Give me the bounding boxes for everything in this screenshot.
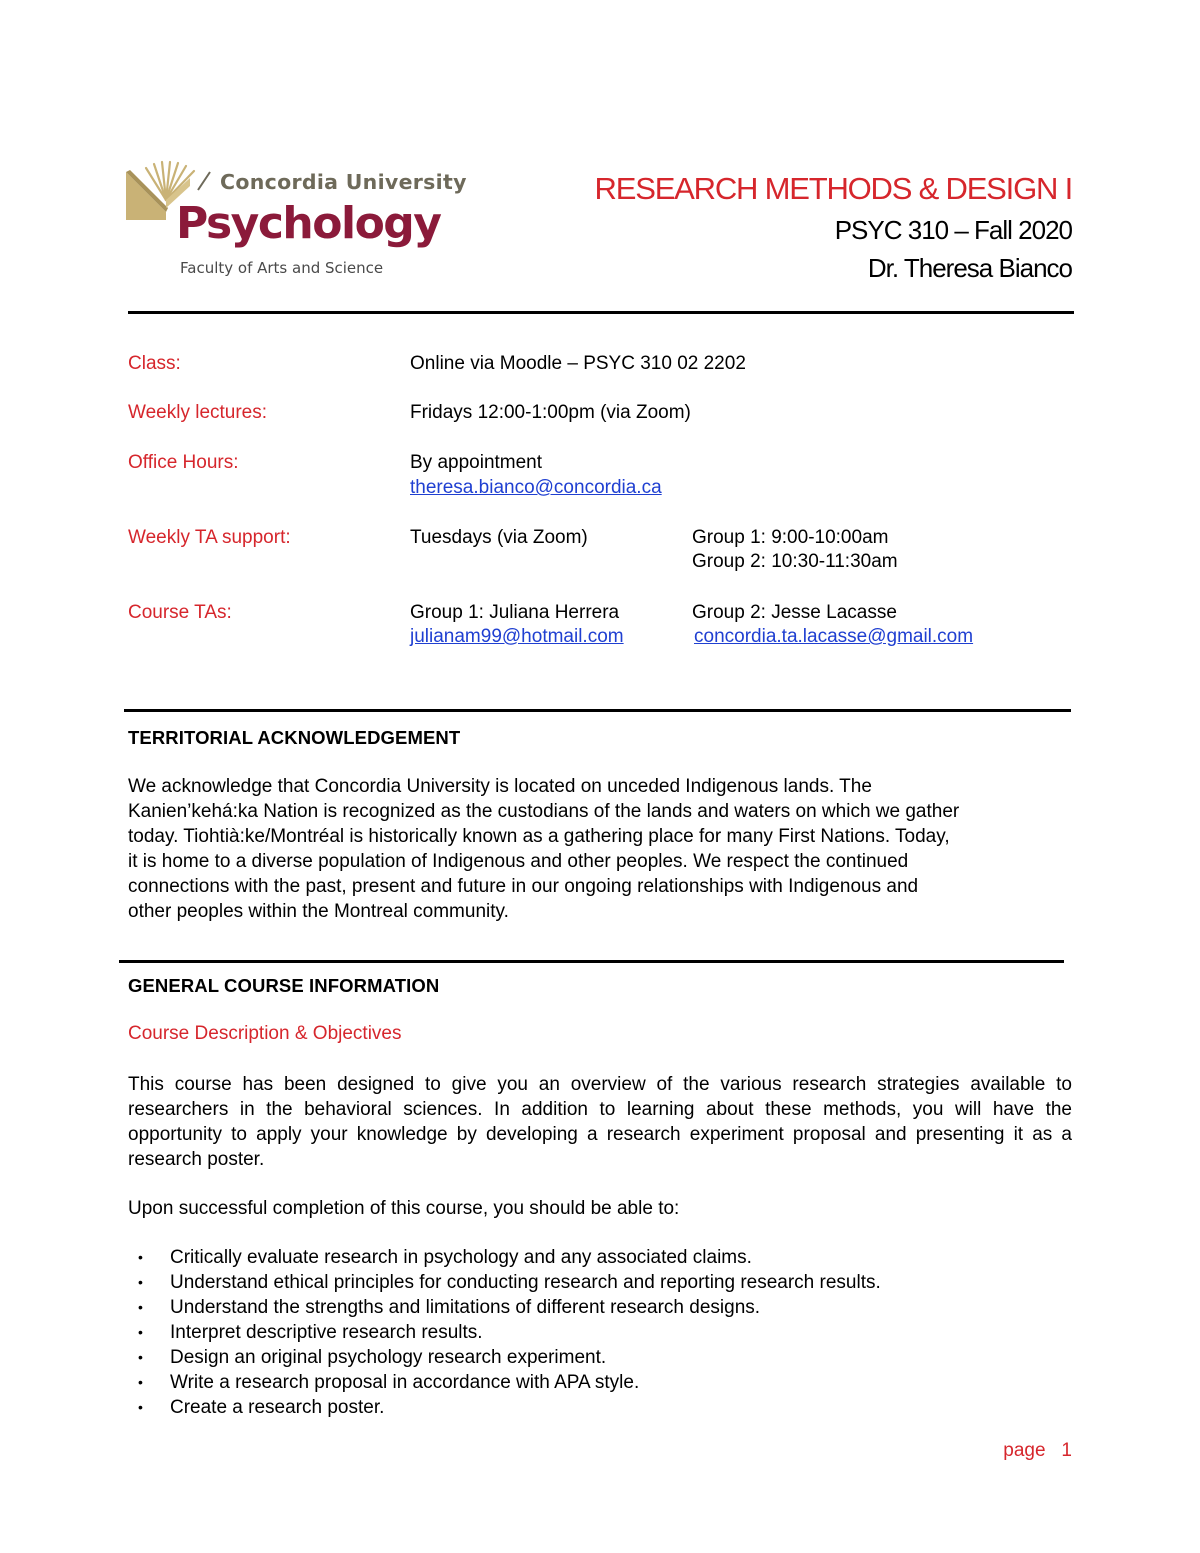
lectures-label: Weekly lectures: (128, 402, 268, 423)
territorial-line: other peoples within the Montreal community. (128, 901, 509, 922)
territorial-line: We acknowledge that Concordia University is located on unceded Indigenous lands. The (128, 776, 872, 797)
ta-group1-time: Group 1: 9:00-10:00am (692, 527, 889, 548)
ta1-email-link[interactable]: julianam99@hotmail.com (410, 626, 624, 647)
ta2-name: Group 2: Jesse Lacasse (692, 602, 897, 623)
ta1-name: Group 1: Juliana Herrera (410, 602, 620, 623)
territorial-paragraph (128, 774, 1088, 924)
territorial-line: connections with the past, present and future in our ongoing relationships with Indigenous and (128, 876, 919, 897)
header-divider (128, 311, 1074, 314)
general-divider (119, 960, 1064, 963)
course-title-block (595, 170, 1072, 284)
list-item: • Interpret descriptive research results. (128, 1320, 881, 1345)
list-item: • Create a research poster. (128, 1395, 881, 1420)
ta-group2-time: Group 2: 10:30-11:30am (692, 551, 898, 572)
logo-university-name: Concordia University (220, 170, 467, 194)
ta-support-value: Tuesdays (via Zoom) (410, 527, 588, 548)
course-description-subheading: Course Description & Objectives (128, 1023, 402, 1044)
page-label: page (1003, 1440, 1046, 1461)
lectures-value: Fridays 12:00-1:00pm (via Zoom) (410, 402, 691, 423)
list-item: • Understand the strengths and limitations of different research designs. (128, 1295, 881, 1320)
territorial-line: Kanien’kehá:ka Nation is recognized as the custodians of the lands and waters on which we gather (128, 801, 960, 822)
course-description: This course has been designed to give you an overview of the various research strategies available to researchers in the behavioral sciences. In addition to learning about these methods, you will have the opportunity to apply your knowledge by developing a research experiment proposal and presenting it as a research poster. (128, 1074, 1072, 1170)
objectives-list (128, 1245, 881, 1420)
list-item: • Write a research proposal in accordance with APA style. (128, 1370, 881, 1395)
page-number-value: 1 (1061, 1440, 1072, 1461)
department-logo (124, 160, 467, 285)
territorial-heading: TERRITORIAL ACKNOWLEDGEMENT (128, 727, 461, 748)
instructor-email-link[interactable]: theresa.bianco@concordia.ca (410, 477, 662, 498)
course-tas-label: Course TAs: (128, 602, 232, 623)
class-value: Online via Moodle – PSYC 310 02 2202 (410, 353, 746, 374)
list-item: • Design an original psychology research experiment. (128, 1345, 881, 1370)
class-label: Class: (128, 353, 181, 374)
logo-faculty-name: Faculty of Arts and Science (180, 259, 384, 277)
territorial-line: it is home to a diverse population of Indigenous and other peoples. We respect the continued (128, 851, 909, 872)
general-heading: GENERAL COURSE INFORMATION (128, 975, 440, 996)
instructor-name: Dr. Theresa Bianco (867, 253, 1072, 283)
objectives-intro: Upon successful completion of this course, you should be able to: (128, 1198, 680, 1219)
ta-support-label: Weekly TA support: (128, 527, 291, 548)
logo-department-name: Psychology (176, 198, 441, 249)
page-number (1003, 1440, 1072, 1462)
list-item: • Understand ethical principles for conducting research and reporting research results. (128, 1270, 881, 1295)
territorial-divider (124, 709, 1071, 712)
course-code: PSYC 310 – Fall 2020 (834, 215, 1072, 245)
office-hours-value: By appointment (410, 452, 543, 473)
course-title: RESEARCH METHODS & DESIGN I (594, 171, 1072, 206)
list-item: • Critically evaluate research in psychology and any associated claims. (128, 1245, 881, 1270)
ta2-email-link[interactable]: concordia.ta.lacasse@gmail.com (694, 626, 974, 647)
territorial-line: today. Tiohtià:ke/Montréal is historically known as a gathering place for many First Nations. Today, (128, 826, 950, 847)
office-hours-label: Office Hours: (128, 452, 239, 473)
